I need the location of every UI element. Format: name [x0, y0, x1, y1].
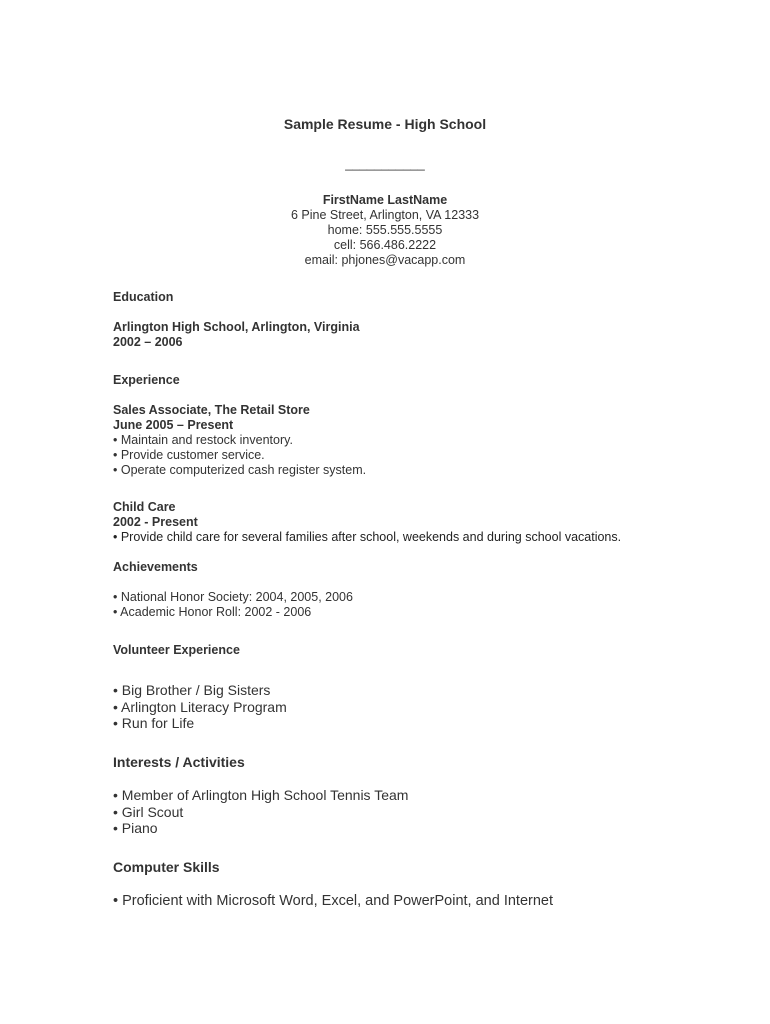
candidate-name: FirstName LastName	[322, 193, 448, 207]
computer-skills-heading: Computer Skills	[113, 859, 220, 875]
contact-block	[0, 193, 770, 268]
address: 6 Pine Street, Arlington, VA 12333	[290, 208, 480, 222]
education-block	[113, 320, 360, 350]
computer-skills-list	[113, 893, 553, 910]
volunteer-list	[113, 682, 287, 732]
home-phone: home: 555.555.5555	[327, 223, 443, 237]
job-dates: 2002 - Present	[113, 515, 198, 529]
education-heading: Education	[113, 290, 174, 304]
list-item: • Arlington Literacy Program	[113, 698, 287, 715]
job-bullet: • Provide child care for several families after school, weekends and during school vacations.	[113, 530, 622, 544]
title-separator: ___________	[345, 156, 425, 171]
volunteer-heading: Volunteer Experience	[113, 643, 240, 657]
interests-heading: Interests / Activities	[113, 754, 245, 770]
job-dates: June 2005 – Present	[113, 418, 234, 432]
cell-phone: cell: 566.486.2222	[333, 238, 437, 252]
job-child-care	[113, 500, 621, 545]
list-item: • Run for Life	[113, 715, 195, 731]
job-title: Sales Associate, The Retail Store	[113, 403, 310, 417]
list-item: • Academic Honor Roll: 2002 - 2006	[113, 605, 312, 619]
list-item: • Piano	[113, 820, 158, 836]
achievements-heading: Achievements	[113, 560, 198, 574]
interests-list	[113, 787, 408, 837]
school-name: Arlington High School, Arlington, Virginia	[113, 320, 360, 334]
job-bullet: • Maintain and restock inventory.	[113, 433, 293, 447]
list-item: • Member of Arlington High School Tennis Team	[113, 787, 409, 803]
achievements-list	[113, 590, 353, 620]
list-item: • Big Brother / Big Sisters	[113, 682, 271, 698]
list-item: • Girl Scout	[113, 803, 184, 820]
experience-heading: Experience	[113, 373, 180, 387]
list-item: • Proficient with Microsoft Word, Excel, and PowerPoint, and Internet	[113, 893, 554, 909]
job-title: Child Care	[113, 500, 176, 514]
job-sales-associate	[113, 403, 366, 478]
job-bullet: • Operate computerized cash register system.	[113, 463, 367, 477]
list-item: • National Honor Society: 2004, 2005, 2006	[113, 590, 353, 604]
email: email: phjones@vacapp.com	[304, 253, 466, 267]
job-bullet: • Provide customer service.	[113, 448, 265, 462]
school-years: 2002 – 2006	[113, 335, 183, 349]
document-title: Sample Resume - High School	[283, 116, 487, 132]
